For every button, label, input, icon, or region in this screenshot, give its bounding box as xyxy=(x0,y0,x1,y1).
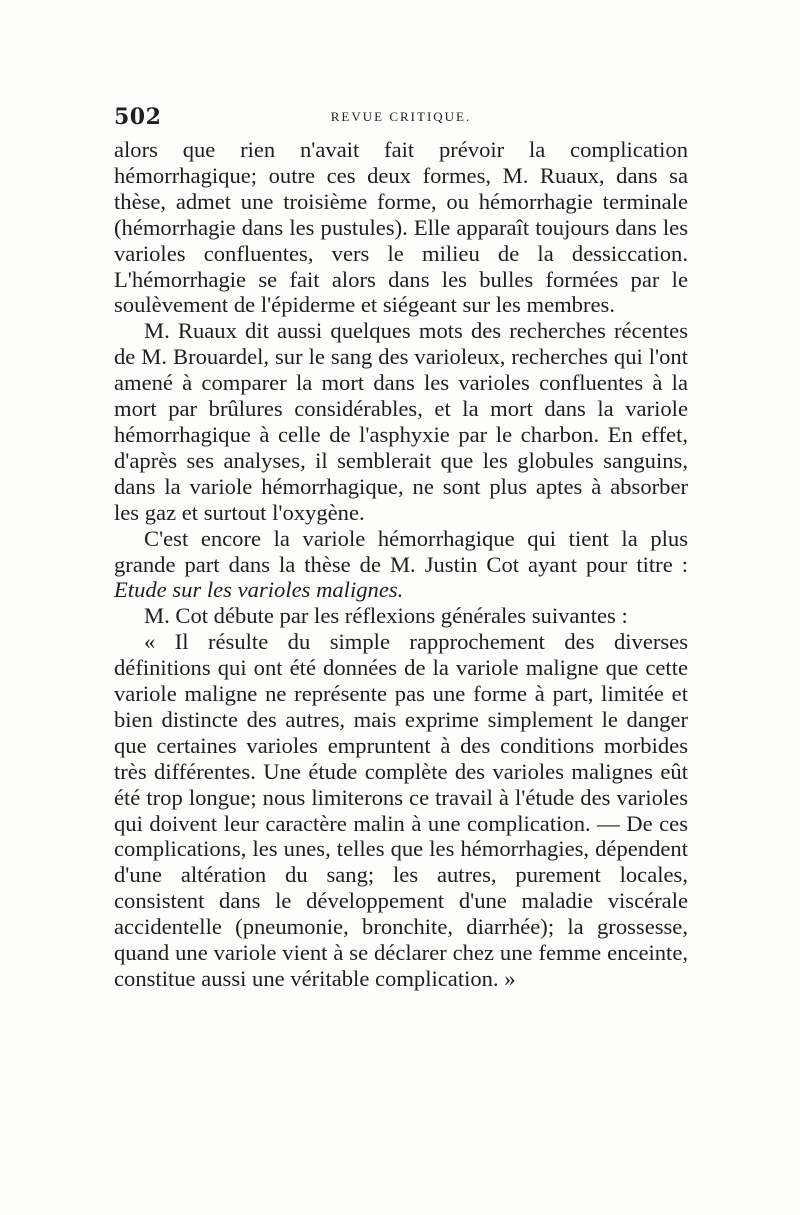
paragraph-cot-quote xyxy=(114,629,688,992)
quoted-text: « Il résulte du simple rapprochement des diverses définitions qui ont été données de la variole maligne que cette variole maligne ne représente pas une forme à part, limitée et bien distincte des autres, mais exprime simplement le danger que certaines varioles empruntent à des conditions morbides très différentes. Une étude complète des varioles malignes eût été trop longue; nous limiterons ce travail à l'étude des varioles qui doivent leur caractère malin à une complication. — De ces complications, les unes, telles que les hémorrhagies, dépendent d'une altération du sang; les autres, purement locales, consistent dans le développement d'une maladie viscérale accidentelle (pneumonie, bronchite, diarrhée); la grossesse, quand une variole vient à se déclarer chez une femme enceinte, constitue aussi une véritable complication. » xyxy=(114,629,688,991)
paragraph-text: M. Ruaux dit aussi quelques mots des recherches récentes de M. Brouardel, sur le sang des varioleux, recherches qui l'ont amené à comparer la mort dans les varioles confluentes à la mort par brûlures considérables, et la mort dans la variole hémorrhagique à celle de l'asphyxie par le charbon. En effet, d'après ses analyses, il semblerait que les globules sanguins, dans la variole hémorrhagique, ne sont plus aptes à absorber les gaz et surtout l'oxygène. xyxy=(114,318,688,525)
paragraph-text: M. Cot débute par les réflexions générales suivantes : xyxy=(144,603,628,629)
paragraph-text: C'est encore la variole hémorrhagique qui tient la plus grande part dans la thèse de M. Justin Cot ayant pour titre : xyxy=(114,525,688,577)
thesis-title: Etude sur les varioles malignes. xyxy=(114,577,404,603)
paragraph-ruaux-hemorrhage-forms xyxy=(114,137,688,318)
running-title: REVUE CRITIQUE. xyxy=(330,109,472,124)
body-text xyxy=(114,137,688,992)
paragraph-cot-thesis xyxy=(114,526,688,604)
paragraph-text: alors que rien n'avait fait prévoir la complication hémorrhagique; outre ces deux formes, M. Ruaux, dans sa thèse, admet une troisième forme, ou hémorrhagie terminale (hémorrhagie dans les pustules). Elle apparaît toujours dans les varioles confluentes, vers le milieu de la dessiccation. L'hémorrhagie se fait alors dans les bulles formées par le soulèvement de l'épiderme et siégeant sur les membres. xyxy=(114,137,688,318)
page-number: 502 xyxy=(114,104,162,130)
page-header xyxy=(114,104,688,134)
paragraph-brouardel-research xyxy=(114,318,688,525)
paragraph-cot-intro xyxy=(114,603,688,629)
